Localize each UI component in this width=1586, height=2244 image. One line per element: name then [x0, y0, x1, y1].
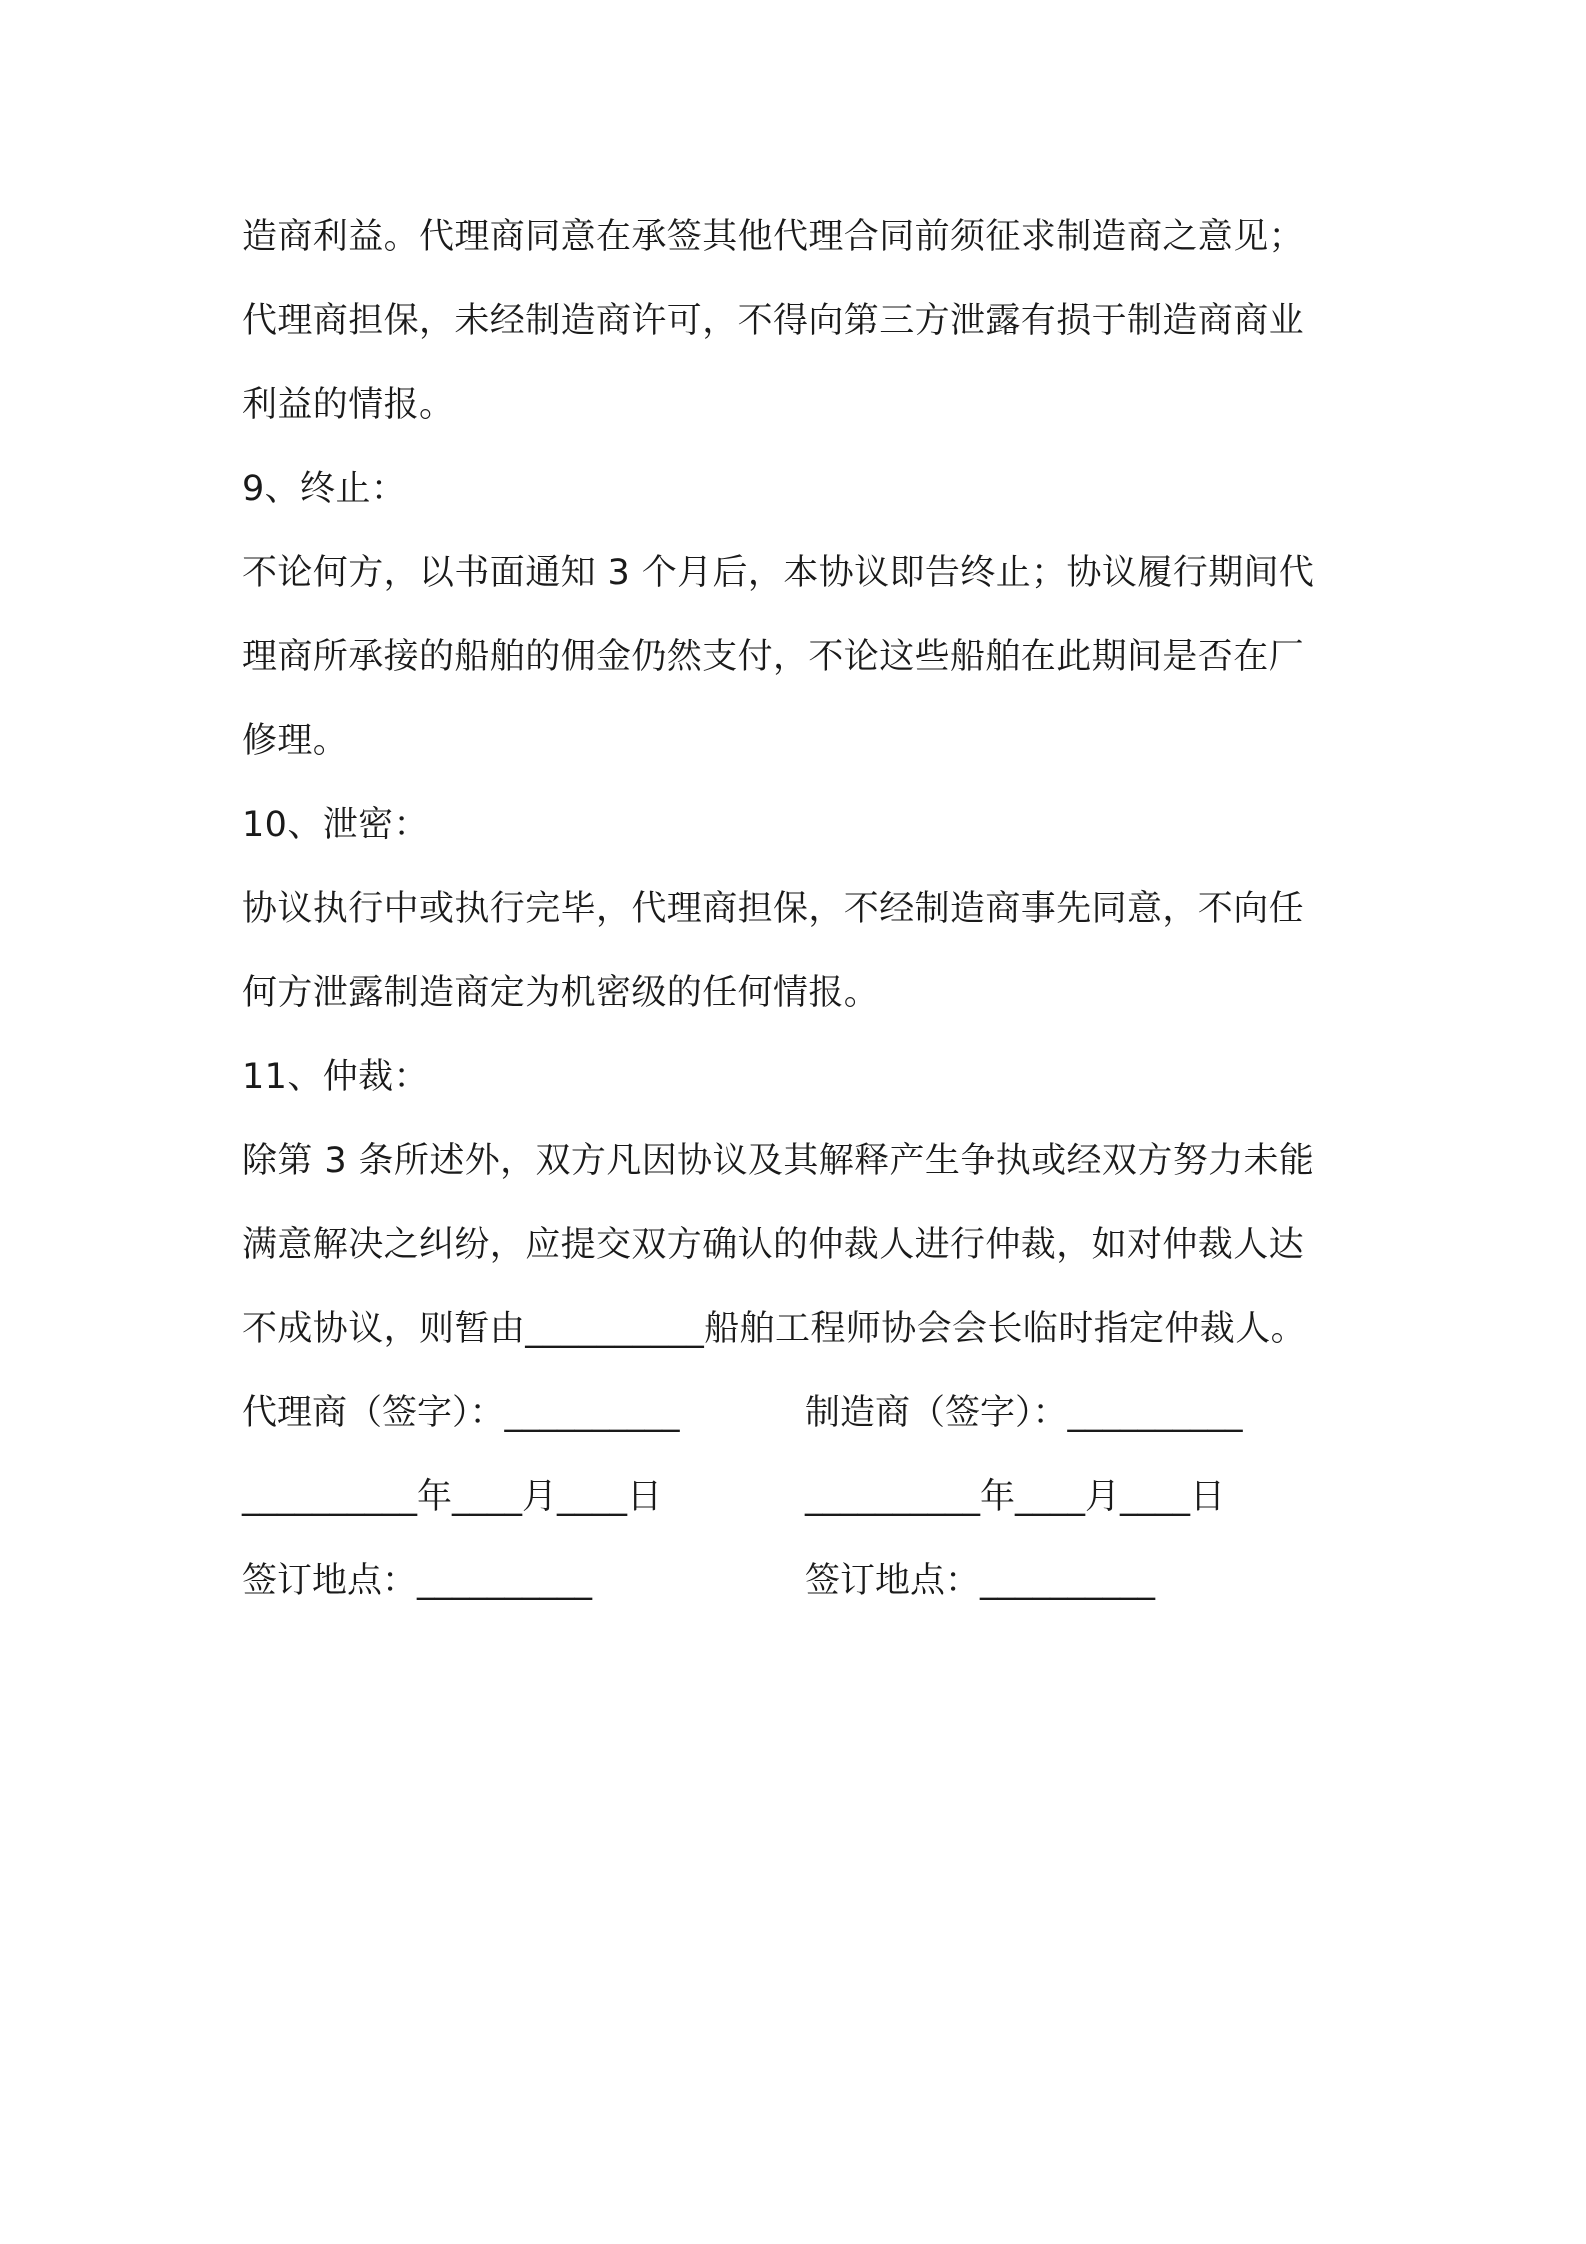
body-text-line: 利益的情报。	[242, 385, 455, 425]
body-text-line: 除第 3 条所述外，双方凡因协议及其解释产生争执或经双方努力未能	[242, 1141, 1315, 1181]
date-row	[242, 1455, 1362, 1539]
agent-place-field: 签订地点：__________	[242, 1561, 593, 1601]
maker-date-field: __________年____月____日	[805, 1477, 1226, 1517]
body-text-line: 不论何方，以书面通知 3 个月后，本协议即告终止；协议履行期间代	[242, 553, 1315, 593]
body-text-line: 不成协议，则暂由__________船舶工程师协会会长临时指定仲裁人。	[242, 1309, 1307, 1349]
maker-place-field: 签订地点：__________	[805, 1561, 1156, 1601]
place-row	[242, 1539, 1362, 1623]
agent-signature-field: 代理商（签字）：__________	[242, 1393, 680, 1433]
maker-signature-field: 制造商（签字）：__________	[805, 1393, 1243, 1433]
body-text-line: 满意解决之纠纷，应提交双方确认的仲裁人进行仲裁，如对仲裁人达	[242, 1225, 1305, 1265]
body-text-line: 修理。	[242, 721, 349, 761]
section-heading-termination: 9、终止：	[242, 469, 407, 509]
section-heading-confidentiality: 10、泄密：	[242, 805, 429, 845]
body-text-line: 理商所承接的船舶的佣金仍然支付，不论这些船舶在此期间是否在厂	[242, 637, 1305, 677]
document-body	[242, 195, 1362, 1623]
body-text-line: 何方泄露制造商定为机密级的任何情报。	[242, 973, 880, 1013]
body-text-line: 协议执行中或执行完毕，代理商担保，不经制造商事先同意，不向任	[242, 889, 1305, 929]
section-heading-arbitration: 11、仲裁：	[242, 1057, 429, 1097]
body-text-line: 造商利益。代理商同意在承签其他代理合同前须征求制造商之意见；	[242, 217, 1305, 257]
signature-row	[242, 1371, 1362, 1455]
agent-date-field: __________年____月____日	[242, 1477, 663, 1517]
body-text-line: 代理商担保，未经制造商许可，不得向第三方泄露有损于制造商商业	[242, 301, 1305, 341]
